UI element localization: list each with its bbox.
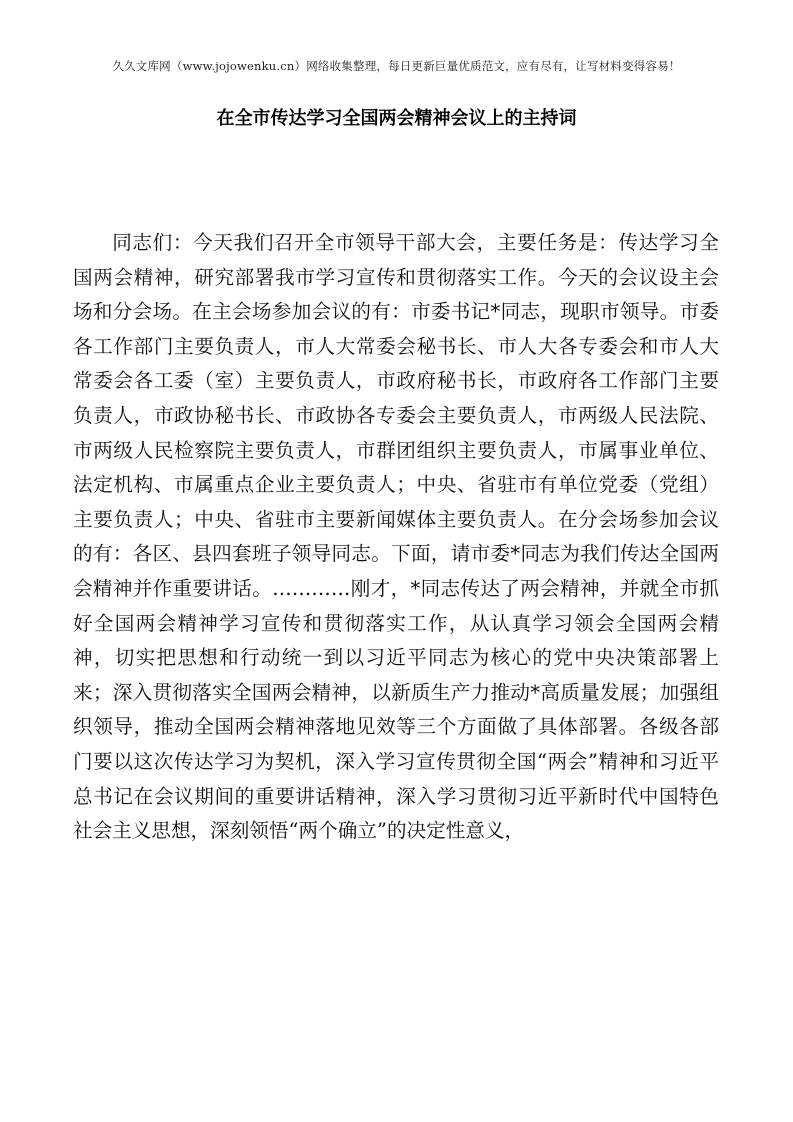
header-banner: 久久文库网（www.jojowenku.cn）网络收集整理，每日更新巨量优质范文，应有尽有，让写材料变得容易！ [112, 59, 681, 73]
document-body-paragraph: 同志们：今天我们召开全市领导干部大会，主要任务是：传达学习全国两会精神，研究部署我市学习宣传和贯彻落实工作。今天的会议设主会场和分会场。在主会场参加会议的有：市委书记*同志，现职市领导。市委各工作部门主要负责人，市人大常委会秘书长、市人大各专委会和市人大常委会各工委（室）主要负责人，市政府秘书长，市政府各工作部门主要负责人，市政协秘书长、市政协各专委会主要负责人，市两级人民法院、市两级人民检察院主要负责人，市群团组织主要负责人，市属事业单位、法定机构、市属重点企业主要负责人；中央、省驻市有单位党委（党组）主要负责人；中央、省驻市主要新闻媒体主要负责人。在分会场参加会议的有：各区、县四套班子领导同志。下面，请市委*同志为我们传达全国两会精神并作重要讲话。…………刚才，*同志传达了两会精神，并就全市抓好全国两会精神学习宣传和贯彻落实工作，从认真学习领会全国两会精神，切实把思想和行动统一到以习近平同志为核心的党中央决策部署上来；深入贯彻落实全国两会精神，以新质生产力推动*高质量发展；加强组织领导，推动全国两会精神落地见效等三个方面做了具体部署。各级各部门要以这次传达学习为契机，深入学习宣传贯彻全国“两会”精神和习近平总书记在会议期间的重要讲话精神，深入学习贯彻习近平新时代中国特色社会主义思想，深刻领悟“两个确立”的决定性意义， [73, 231, 719, 843]
document-title: 在全市传达学习全国两会精神会议上的主持词 [216, 108, 577, 129]
